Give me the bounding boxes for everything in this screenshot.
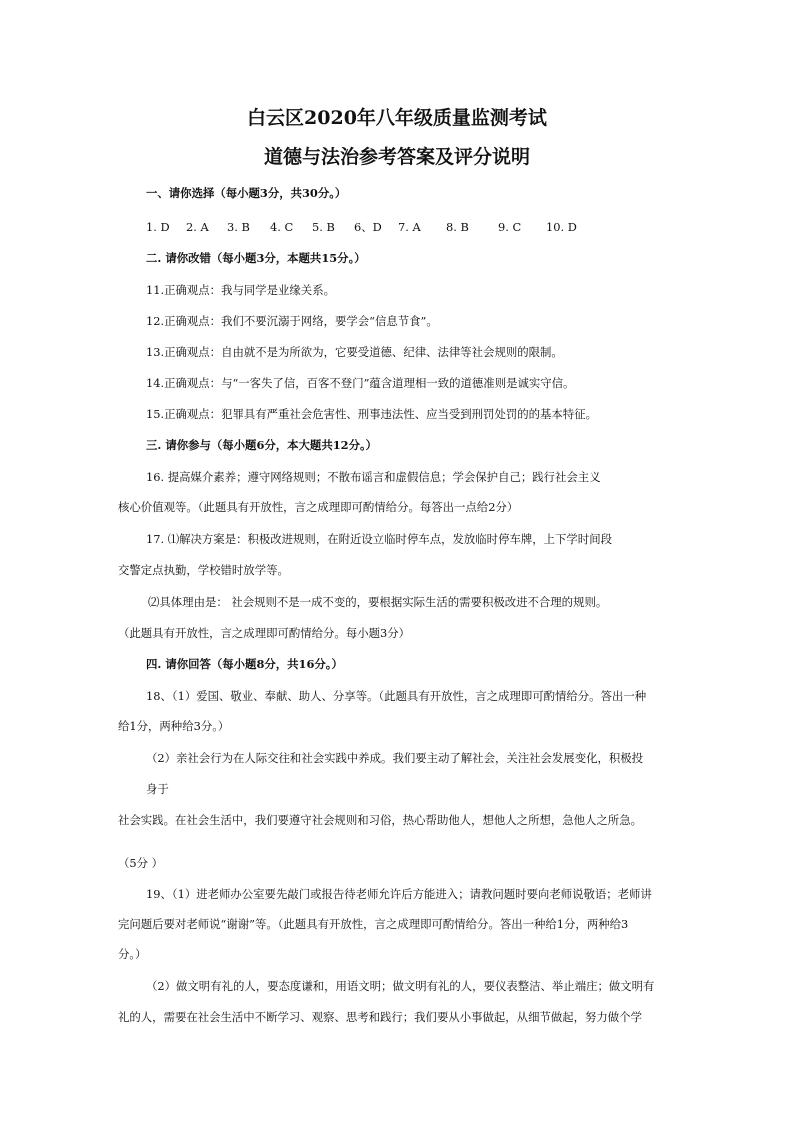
- answer-line: （5分 ）: [118, 856, 164, 870]
- answer-line: 分。）: [118, 947, 147, 961]
- correction-item: 12.正确观点：我们不要沉溺于网络，要学会“信息节食”。: [146, 314, 438, 328]
- correction-item: 15.正确观点：犯罪具有严重社会危害性、刑事违法性、应当受到刑罚处罚的的基本特征。: [146, 407, 597, 421]
- answer-line: 17. ⑴解决方案是：积极改进规则，在附近设立临时停车点，发放临时停车牌，上下学时间段: [146, 532, 612, 546]
- answer-line: ⑵具体理由是： 社会规则不是一成不变的，要根据实际生活的需要积极改进不合理的规则。: [148, 595, 608, 609]
- correction-item: 13.正确观点：自由就不是为所欲为，它要受道德、纪律、法律等社会规则的限制。: [146, 345, 563, 359]
- answer-item: 6、D: [354, 220, 382, 234]
- correction-item: 11.正确观点：我与同学是业缘关系。: [146, 283, 335, 297]
- answer-line: 核心价值观等。（此题具有开放性，言之成理即可酌情给分。每答出一点给2分）: [118, 500, 519, 514]
- answer-item: 2. A: [186, 220, 209, 234]
- answer-line: 社会实践。在社会生活中，我们要遵守社会规则和习俗，热心帮助他人，想他人之所想，急他人之所急。: [118, 813, 642, 827]
- answer-line: 19、（1）进老师办公室要先敲门或报告待老师允许后方能进入；请教问题时要向老师说敬语；老师讲: [146, 887, 652, 901]
- answer-line: 给1分，两种给3分。）: [118, 719, 230, 733]
- answer-line: 16. 提高媒介素养；遵守网络规则；不散布谣言和虚假信息；学会保护自己；践行社会主义: [146, 470, 601, 484]
- answer-item: 3. B: [227, 220, 250, 234]
- section1-heading: 一、请你选择（每小题3分，共30分。）: [146, 186, 347, 200]
- answer-line: 礼的人，需要在社会生活中不断学习、观察、思考和践行；我们要从小事做起，从细节做起，努力做个学: [118, 1010, 642, 1024]
- page-subtitle: 道德与法治参考答案及评分说明: [263, 146, 530, 168]
- section3-heading: 三. 请你参与（每小题6分，本大题共12分。）: [146, 438, 378, 452]
- section4-heading: 四. 请你回答（每小题8分，共16分。）: [146, 657, 343, 671]
- answer-item: 7. A: [398, 220, 421, 234]
- answer-line: （此题具有开放性，言之成理即可酌情给分。每小题3分）: [118, 626, 411, 640]
- correction-item: 14.正确观点：与“一客失了信，百客不登门”蕴含道理相一致的道德准则是诚实守信。: [146, 376, 575, 390]
- answer-item: 4. C: [270, 220, 294, 234]
- answer-line: （2）亲社会行为在人际交往和社会实践中养成。我们要主动了解社会，关注社会发展变化，积极投: [146, 751, 644, 765]
- answer-line: 18、（1）爱国、敬业、奉献、助人、分享等。（此题具有开放性，言之成理即可酌情给分。答出一种: [146, 689, 647, 703]
- answer-line: 交警定点执勤，学校错时放学等。: [118, 563, 289, 577]
- answer-item: 5. B: [312, 220, 335, 234]
- section2-heading: 二. 请你改错（每小题3分，本题共15分。）: [146, 251, 366, 265]
- answer-line: 身于: [146, 782, 169, 796]
- page-title: 白云区2020年八年级质量监测考试: [247, 107, 547, 129]
- answer-item: 9. C: [498, 220, 522, 234]
- answer-item: 1. D: [146, 220, 170, 234]
- answer-line: 完问题后要对老师说“谢谢”等。（此题具有开放性，言之成理即可酌情给分。答出一种给1分，两种给3: [118, 917, 629, 931]
- answer-item: 10. D: [546, 220, 577, 234]
- answer-line: （2）做文明有礼的人，要态度谦和，用语文明；做文明有礼的人，要仪表整洁、举止端庄；做文明有: [146, 979, 655, 993]
- answer-item: 8. B: [446, 220, 469, 234]
